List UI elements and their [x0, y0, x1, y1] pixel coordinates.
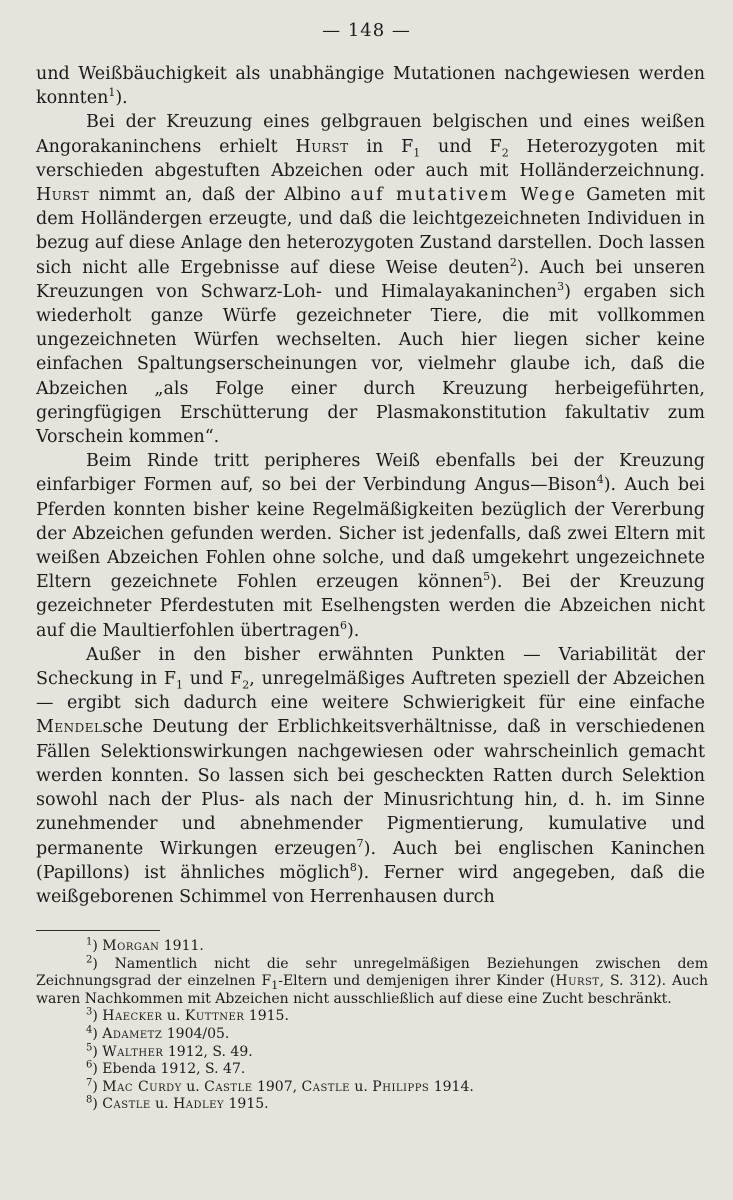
footnote-marker: 2	[86, 953, 93, 965]
text-run: )	[92, 1008, 103, 1025]
footnote	[36, 1008, 708, 1026]
text-run: u.	[162, 1008, 185, 1025]
author-name: Hurst	[295, 136, 349, 157]
footnote-reference: 5	[483, 570, 491, 584]
text-run: , unregelmäßiges Auftreten speziell der Abzeichen — ergibt sich dadurch eine weitere Schwierigkeit für eine einfache	[36, 669, 706, 714]
text-run: ). Auch bei Pferden konnten bisher keine Regelmäßigkeiten bezüglich der Vererbung der Abzeichen gefunden werden. Sicher ist jedenfalls, daß zwei Eltern mit weißen Abzeichen Fohlen ohne solche, und daß umgekehrt ungezeichnete Eltern gezeichnete Fohlen erzeugen können	[36, 475, 705, 593]
subscript: 1	[271, 978, 279, 992]
text-run: 1915.	[244, 1008, 289, 1025]
subscript: 2	[242, 678, 250, 692]
footnote	[36, 1079, 708, 1097]
footnote	[36, 1026, 708, 1044]
footnote-rule	[36, 930, 160, 931]
author-name: Haecker	[102, 1008, 163, 1025]
text-run: 1904/05.	[162, 1025, 230, 1042]
subscript: 1	[176, 678, 183, 692]
text-run: Außer in den bisher erwähnten Punkten — Variabilität der Scheckung in F	[36, 644, 705, 690]
footnote	[36, 1061, 708, 1079]
footnote-marker: 7	[86, 1077, 93, 1089]
text-run: )	[92, 1025, 103, 1042]
author-name: Hadley	[173, 1096, 225, 1113]
footnote-marker: 1	[86, 936, 93, 948]
author-name: Walther	[102, 1043, 164, 1060]
text-run: ) ergaben sich wiederholt ganze Würfe gezeichneter Tiere, die mit vollkommen ungezeichneten Würfen wechselten. Auch hier liegen sicher keine einfachen Spaltungserscheinungen vor, vielmehr glaube ich, daß die Abzeichen „als Folge einer durch Kreuzung herbeigeführten, geringfügigen Erschütterung der Plasmakonstitution fakultativ zum Vorschein kommen“.	[36, 281, 705, 448]
text-run: u.	[150, 1096, 174, 1113]
page-number: — 148 —	[322, 20, 411, 41]
text-run: )	[92, 1078, 103, 1095]
text-run: 1911.	[159, 938, 204, 954]
text-run: Gameten mit dem Holländergen erzeugte, und daß die leichtgezeichneten Individuen in bezug auf diese Anlage den heterozygoten Zustand darstellen. Doch lassen sich nicht alle Ergebnisse auf diese Weise deuten	[36, 185, 705, 278]
text-run: 1907,	[252, 1078, 302, 1095]
footnote-marker: 4	[86, 1024, 93, 1036]
text-run: 1912, S. 49.	[163, 1043, 253, 1060]
footnote	[36, 953, 709, 1009]
author-name: Hurst	[36, 185, 90, 206]
author-name: Morgan	[102, 938, 160, 954]
paragraph	[36, 62, 705, 110]
text-run: ). Auch bei englischen Kaninchen (Papillons) ist ähnliches möglich	[36, 838, 705, 883]
text-run: Bei der Kreuzung eines gelbgrauen belgischen und eines weißen Angorakaninchens erhielt	[36, 112, 705, 157]
author-name: Castle	[204, 1078, 253, 1095]
paragraph	[36, 110, 705, 449]
text-run: in F	[348, 136, 414, 157]
footnote-marker: 5	[86, 1041, 93, 1053]
footnotes	[36, 938, 708, 1114]
footnote-reference: 8	[349, 860, 357, 874]
text-run: u.	[181, 1078, 205, 1095]
text-run: )	[92, 1096, 103, 1113]
author-name: Castle	[102, 1096, 151, 1113]
footnote-reference: 7	[356, 836, 364, 850]
paragraph	[36, 643, 705, 909]
text-run: ) Namentlich nicht die sehr unregelmäßigen Beziehungen zwischen dem Zeichnungsgrad der einzelnen F	[36, 955, 708, 990]
footnote-marker: 8	[86, 1094, 93, 1106]
text-run: )	[92, 938, 103, 954]
footnote	[36, 1041, 708, 1062]
author-name: Adametz	[102, 1025, 163, 1042]
footnote	[36, 938, 708, 956]
footnote-reference: 4	[596, 473, 604, 487]
text-run: u.	[349, 1078, 373, 1095]
text-run: ) Ebenda 1912, S. 47.	[92, 1061, 246, 1078]
text-run: )	[92, 1043, 103, 1060]
footnote-reference: 3	[557, 280, 565, 293]
text-run: 1914.	[429, 1078, 474, 1095]
text-run: sche Deutung der Erblichkeitsverhältnisse, daß in verschiedenen Fällen Selektionswirkungen nachgewiesen oder wahrscheinlich gemacht werden konnten. So lassen sich bei gescheckten Ratten durch Selektion sowohl nach der Plus- als nach der Minusrichtung hin, d. h. im Sinne zunehmender und abnehmender Pigmentierung, kumulative und permanente Wirkungen erzeugen	[36, 717, 705, 859]
text-run: ). Ferner wird angegeben, daß die weißgeborenen Schimmel von Herrenhausen durch	[36, 862, 705, 907]
footnote-reference: 1	[108, 86, 116, 100]
text-run: und F	[420, 136, 502, 157]
author-name: Mac Curdy	[102, 1078, 182, 1095]
author-name: Philipps	[372, 1078, 430, 1095]
text-run: nimmt an, daß der Albino	[89, 185, 351, 206]
text-run: ). Bei der Kreuzung gezeichneter Pferdestuten mit Eselhengsten werden die Abzeichen nicht auf die Maultierfohlen übertragen	[36, 572, 705, 641]
author-name: Kuttner	[184, 1008, 245, 1025]
author-name: Castle	[301, 1078, 350, 1095]
footnote	[36, 1096, 708, 1114]
text-run: ).	[115, 88, 128, 109]
text-run: und F	[183, 669, 243, 690]
paragraph	[36, 449, 705, 643]
text-run: Beim Rinde tritt peripheres Weiß ebenfalls bei der Kreuzung einfarbiger Formen auf, so bei der Verbindung Angus—Bison	[36, 451, 705, 496]
footnote-reference: 6	[339, 618, 347, 632]
text-run: 1915.	[224, 1096, 269, 1113]
body-text	[36, 62, 705, 909]
footnote-reference: 2	[509, 255, 517, 269]
subscript: 1	[413, 146, 421, 160]
text-run: ).	[346, 620, 360, 641]
footnote-marker: 6	[86, 1059, 93, 1071]
subscript: 2	[501, 146, 509, 160]
author-name: Mendel	[36, 717, 103, 738]
spaced-emphasis: auf mutativem Wege	[350, 185, 577, 206]
text-run: , S. 312). Auch waren Nachkommen mit Abzeichen nicht ausschließlich auf diese eine Zucht beschränkt.	[36, 973, 709, 1007]
text-run: Heterozygoten mit verschieden abgestuften Abzeichen oder auch mit Holländerzeichnung.	[36, 136, 705, 181]
text-run: -Eltern und demjenigen ihrer Kinder (	[278, 973, 556, 990]
footnote-marker: 3	[86, 1006, 93, 1018]
author-name: Hurst	[555, 973, 600, 990]
text-run: und Weißbäuchigkeit als unabhängige Mutationen nachgewiesen werden konnten	[36, 64, 705, 109]
text-run: ). Auch bei unseren Kreuzungen von Schwarz-Loh- und Himalayakaninchen	[36, 257, 705, 302]
